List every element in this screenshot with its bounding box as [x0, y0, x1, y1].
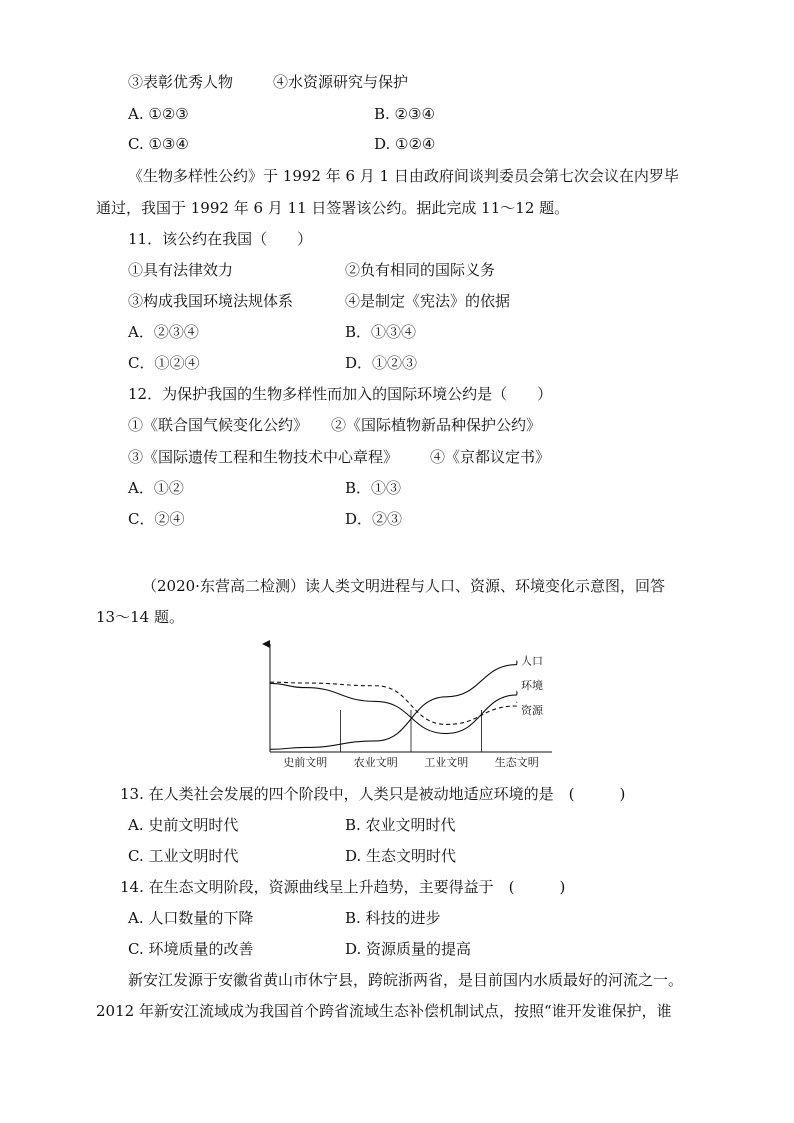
q14-choice-b: B. 科技的进步 — [345, 909, 441, 927]
category-label: 工业文明 — [424, 756, 469, 769]
intro-11-12-line1: 《生物多样性公约》于 1992 年 6 月 1 日由政府间谈判委员会第七次会议在内罗毕 — [128, 167, 679, 185]
q11-choice-b: B．①③④ — [345, 323, 417, 341]
q12-option-4: ④《京都议定书》 — [430, 448, 551, 466]
intro-11-12-line2: 通过，我国于 1992 年 6 月 11 日签署该公约。据此完成 11～12 题。 — [96, 199, 570, 217]
q11-option-3: ③构成我国环境法规体系 — [128, 292, 294, 310]
intro-13-14-line1: （2020·东营高二检测）读人类文明进程与人口、资源、环境变化示意图，回答 — [142, 577, 665, 595]
civilization-chart — [255, 640, 555, 775]
q12-option-3: ③《国际遗传工程和生物技术中心章程》 — [128, 448, 399, 466]
intro-next-line2: 2012 年新安江流域成为我国首个跨省流域生态补偿机制试点，按照“谁开发谁保护，谁 — [96, 1002, 672, 1020]
q10-choice-d: D. ①②④ — [374, 135, 436, 153]
q12-choice-b: B．①③ — [345, 479, 402, 497]
q10-option-4: ④水资源研究与保护 — [273, 73, 409, 91]
q13-choice-c: C. 工业文明时代 — [128, 847, 239, 865]
q10-option-3: ③表彰优秀人物 — [128, 73, 234, 91]
series-label: 人口 — [521, 654, 543, 668]
q14-choice-d: D. 资源质量的提高 — [345, 940, 472, 958]
q13-choice-a: A. 史前文明时代 — [128, 816, 239, 834]
q10-choice-b: B. ②③④ — [374, 105, 435, 123]
q12-choice-d: D．②③ — [345, 510, 403, 528]
q11-option-1: ①具有法律效力 — [128, 261, 234, 279]
q14-choice-c: C. 环境质量的改善 — [128, 940, 254, 958]
q11-stem: 11．该公约在我国（ ） — [128, 230, 313, 248]
category-label: 生态文明 — [494, 756, 539, 769]
category-label: 史前文明 — [283, 756, 328, 769]
q13-choice-b: B. 农业文明时代 — [345, 816, 456, 834]
q13-stem: 13. 在人类社会发展的四个阶段中，人类只是被动地适应环境的是 ( ) — [120, 785, 626, 803]
q11-choice-d: D．①②③ — [345, 354, 418, 372]
series-line-1 — [270, 683, 517, 733]
intro-next-line1: 新安江发源于安徽省黄山市休宁县，跨皖浙两省，是目前国内水质最好的河流之一。 — [128, 971, 684, 989]
category-label: 农业文明 — [353, 756, 398, 769]
q14-stem: 14. 在生态文明阶段，资源曲线呈上升趋势，主要得益于 ( ) — [120, 878, 566, 896]
q11-option-2: ②负有相同的国际义务 — [345, 261, 496, 279]
q12-option-1: ①《联合国气候变化公约》 — [128, 416, 309, 434]
q10-choice-a: A. ①②③ — [128, 105, 189, 123]
series-label: 环境 — [521, 678, 543, 692]
q10-choice-c: C. ①③④ — [128, 135, 189, 153]
q13-choice-d: D. 生态文明时代 — [345, 847, 457, 865]
q12-choice-c: C．②④ — [128, 510, 185, 528]
q12-choice-a: A．①② — [128, 479, 184, 497]
q11-option-4: ④是制定《宪法》的依据 — [345, 292, 511, 310]
intro-13-14-line2: 13～14 题。 — [96, 608, 184, 626]
series-line-2 — [270, 682, 517, 724]
q11-choice-a: A．②③④ — [128, 323, 199, 341]
q12-stem: 12．为保护我国的生物多样性而加入的国际环境公约是（ ） — [128, 385, 553, 403]
civilization-chart-svg — [255, 640, 555, 775]
series-label: 资源 — [521, 704, 543, 717]
q14-choice-a: A. 人口数量的下降 — [128, 909, 254, 927]
q11-choice-c: C．①②④ — [128, 354, 200, 372]
q12-option-2: ②《国际植物新品种保护公约》 — [331, 416, 542, 434]
